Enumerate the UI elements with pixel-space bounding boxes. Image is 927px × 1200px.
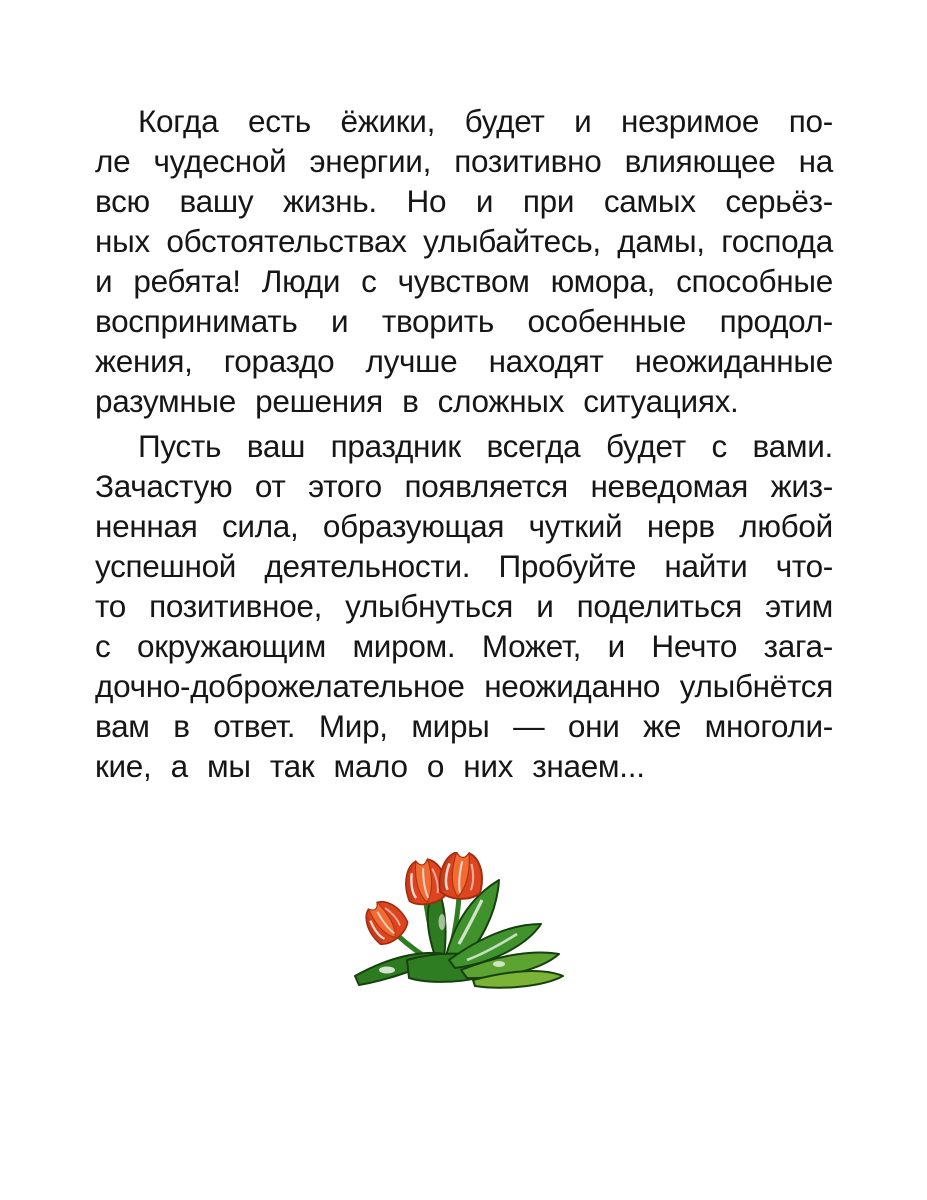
text-line: воспринимать и творить особенные продол- [95, 303, 833, 339]
text-line: Пусть ваш праздник всегда будет с вами. [138, 428, 833, 464]
text-line: вам в ответ. Мир, миры — они же многоли- [95, 708, 833, 744]
paragraph [95, 101, 833, 421]
page-text [95, 101, 833, 786]
text-line: то позитивное, улыбнуться и поделиться этим [95, 588, 833, 624]
text-line: всю вашу жизнь. Но и при самых серьёз- [95, 183, 833, 219]
leaf-highlight-blob [439, 914, 446, 930]
paragraph [95, 426, 833, 786]
text-line: ных обстоятельствах улыбайтесь, дамы, господа [95, 223, 833, 259]
tulips-illustration-svg [349, 852, 571, 1002]
text-line: с окружающим миром. Может, и Нечто зага- [95, 628, 833, 664]
text-line: дочно-доброжелательное неожиданно улыбнётся [95, 668, 833, 704]
tulips-illustration [349, 852, 571, 1002]
tulip-flower-right [439, 852, 484, 900]
text-line: ненная сила, образующая чуткий нерв любой [95, 508, 833, 544]
leaf-highlight-blob [493, 961, 505, 967]
text-line: жения, гораздо лучше находят неожиданные [95, 343, 833, 379]
text-line: успешной деятельности. Пробуйте найти что- [95, 548, 833, 584]
text-line: разумные решения в сложных ситуациях. [95, 383, 739, 419]
text-line: Когда есть ёжики, будет и незримое по- [138, 103, 833, 139]
text-line: и ребята! Люди с чувством юмора, способные [95, 263, 833, 299]
text-line: кие, а мы так мало о них знаем... [95, 748, 645, 784]
leaf-highlight-blob [379, 967, 395, 974]
text-line: Зачастую от этого появляется неведомая жиз- [95, 468, 833, 504]
text-line: ле чудесной энергии, позитивно влияющее на [95, 143, 833, 179]
